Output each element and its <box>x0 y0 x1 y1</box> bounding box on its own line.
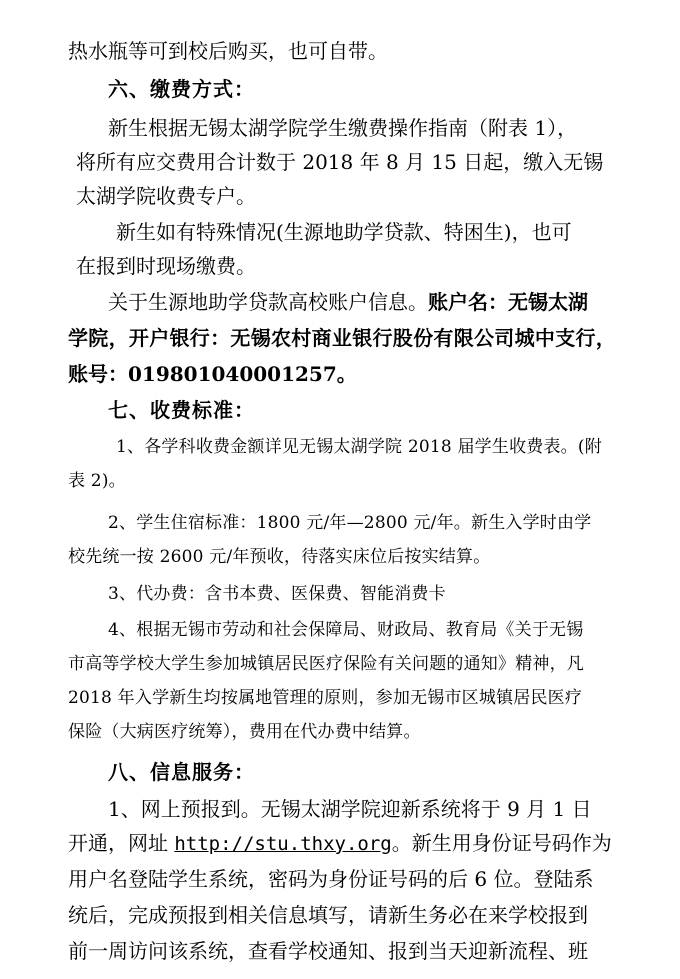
text-line: 保险（大病医疗统筹），费用在代办费中结算。 <box>68 722 421 742</box>
text-line: 在报到时现场缴费。 <box>76 254 256 278</box>
text-line: 表 2)。 <box>68 471 126 491</box>
text-fragment: 关于生源地助学贷款高校账户信息。 <box>108 290 428 314</box>
text-fragment: 开通，网址 <box>68 831 175 855</box>
text-line: 新生如有特殊情况(生源地助学贷款、特困生)，也可 <box>116 220 572 244</box>
text-line: 用户名登陆学生系统，密码为身份证号码的后 6 位。登陆系 <box>68 867 594 891</box>
text-line: 1、网上预报到。无锡太湖学院迎新系统将于 9 月 1 日 <box>108 797 592 821</box>
text-line: 2、学生住宿标准：1800 元/年—2800 元/年。新生入学时由学 <box>108 513 592 533</box>
text-line: 太湖学院收费专户。 <box>76 184 256 208</box>
section-heading-info-service: 八、信息服务： <box>108 760 255 784</box>
account-number-line: 账号：019801040001257。 <box>68 362 357 386</box>
section-heading-payment: 六、缴费方式： <box>108 77 255 101</box>
text-line: 2018 年入学新生均按属地管理的原则，参加无锡市区城镇居民医疗 <box>68 688 583 708</box>
text-line: 校先统一按 2600 元/年预收，待落实床位后按实结算。 <box>68 547 491 567</box>
text-line: 热水瓶等可到校后购买，也可自带。 <box>68 39 388 63</box>
section-heading-fees: 七、收费标准： <box>108 398 255 422</box>
text-line: 统后，完成预报到相关信息填写，请新生务必在来学校报到 <box>68 903 588 927</box>
text-line: 市高等学校大学生参加城镇居民医疗保险有关问题的通知》精神，凡 <box>68 654 584 674</box>
text-line: 前一周访问该系统，查看学校通知、报到当天迎新流程、班 <box>68 939 588 963</box>
bank-info-line: 学院，开户银行：无锡农村商业银行股份有限公司城中支行， <box>68 326 617 350</box>
text-line <box>68 830 612 857</box>
text-fragment: 。新生用身份证号码作为 <box>391 831 612 855</box>
text-line: 4、根据无锡市劳动和社会保障局、财政局、教育局《关于无锡 <box>108 620 584 640</box>
text-line: 1、各学科收费金额详见无锡太湖学院 2018 届学生收费表。(附 <box>116 437 602 457</box>
text-line: 3、代办费：含书本费、医保费、智能消费卡 <box>108 584 446 604</box>
text-line: 新生根据无锡太湖学院学生缴费操作指南（附表 1）， <box>108 116 578 140</box>
account-name-label: 账户名：无锡太湖 <box>428 290 588 314</box>
registration-url-link[interactable]: http://stu.thxy.org <box>174 833 392 855</box>
text-line <box>108 289 588 315</box>
text-line: 将所有应交费用合计数于 2018 年 8 月 15 日起，缴入无锡 <box>76 150 604 174</box>
